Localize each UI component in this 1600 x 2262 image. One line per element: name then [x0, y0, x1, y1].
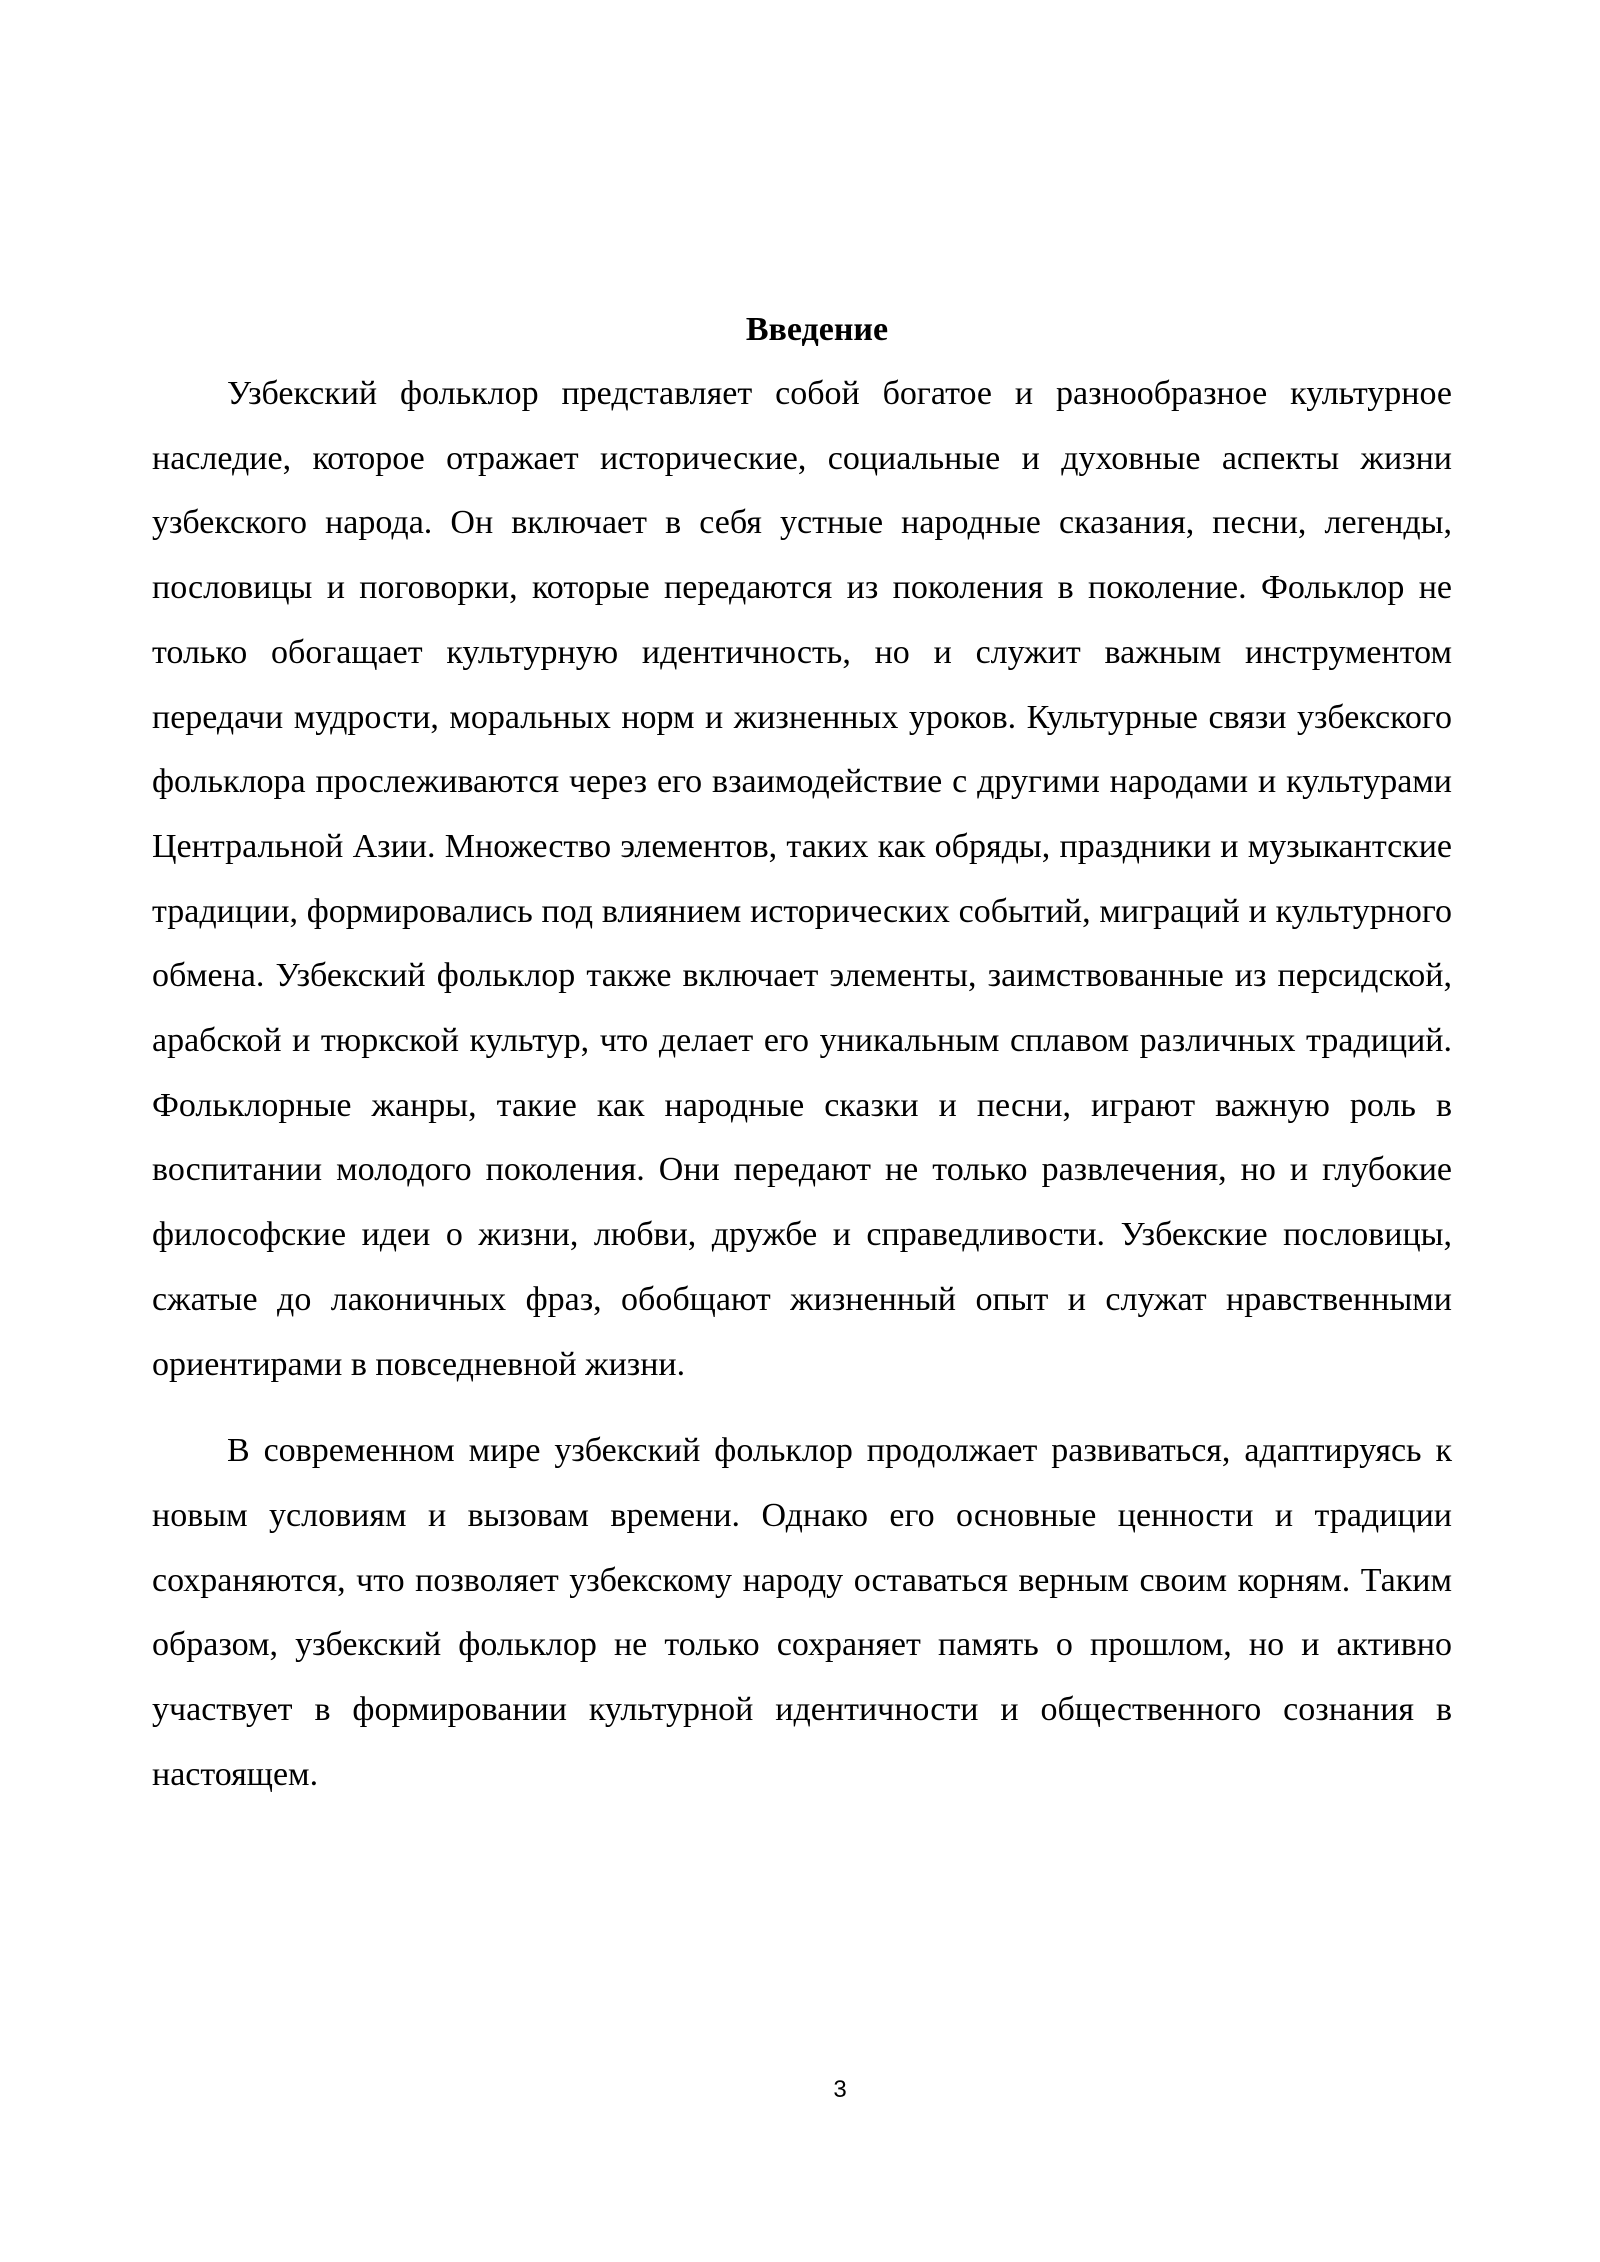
- page-number: 3: [833, 2076, 847, 2103]
- section-title: Введение: [745, 311, 889, 348]
- paragraph-2: В современном мире узбекский фольклор продолжает развиваться, адаптируясь к новым условиям и вызовам времени. Однако его основные ценности и традиции сохраняются, что позволяет узбекскому народу оставаться верным своим корням. Таким образом, узбекский фольклор не только сохраняет память о прошлом, но и активно участвует в формировании культурной идентичности и общественного сознания в настоящем.: [152, 1432, 1452, 1793]
- document-body: [152, 304, 1452, 1807]
- paragraph-1: Узбекский фольклор представляет собой богатое и разнообразное культурное наследие, которое отражает исторические, социальные и духовные аспекты жизни узбекского народа. Он включает в себя устные народные сказания, песни, легенды, пословицы и поговорки, которые передаются из поколения в поколение. Фольклор не только обогащает культурную идентичность, но и служит важным инструментом передачи мудрости, моральных норм и жизненных уроков. Культурные связи узбекского фольклора прослеживаются через его взаимодействие с другими народами и культурами Центральной Азии. Множество элементов, таких как обряды, праздники и музыкантские традиции, формировались под влиянием исторических событий, миграций и культурного обмена. Узбекский фольклор также включает элементы, заимствованные из персидской, арабской и тюркской культур, что делает его уникальным сплавом различных традиций. Фольклорные жанры, такие как народные сказки и песни, играют важную роль в воспитании молодого поколения. Они передают не только развлечения, но и глубокие философские идеи о жизни, любви, дружбе и справедливости. Узбекские пословицы, сжатые до лаконичных фраз, обобщают жизненный опыт и служат нравственными ориентирами в повседневной жизни.: [152, 375, 1452, 1383]
